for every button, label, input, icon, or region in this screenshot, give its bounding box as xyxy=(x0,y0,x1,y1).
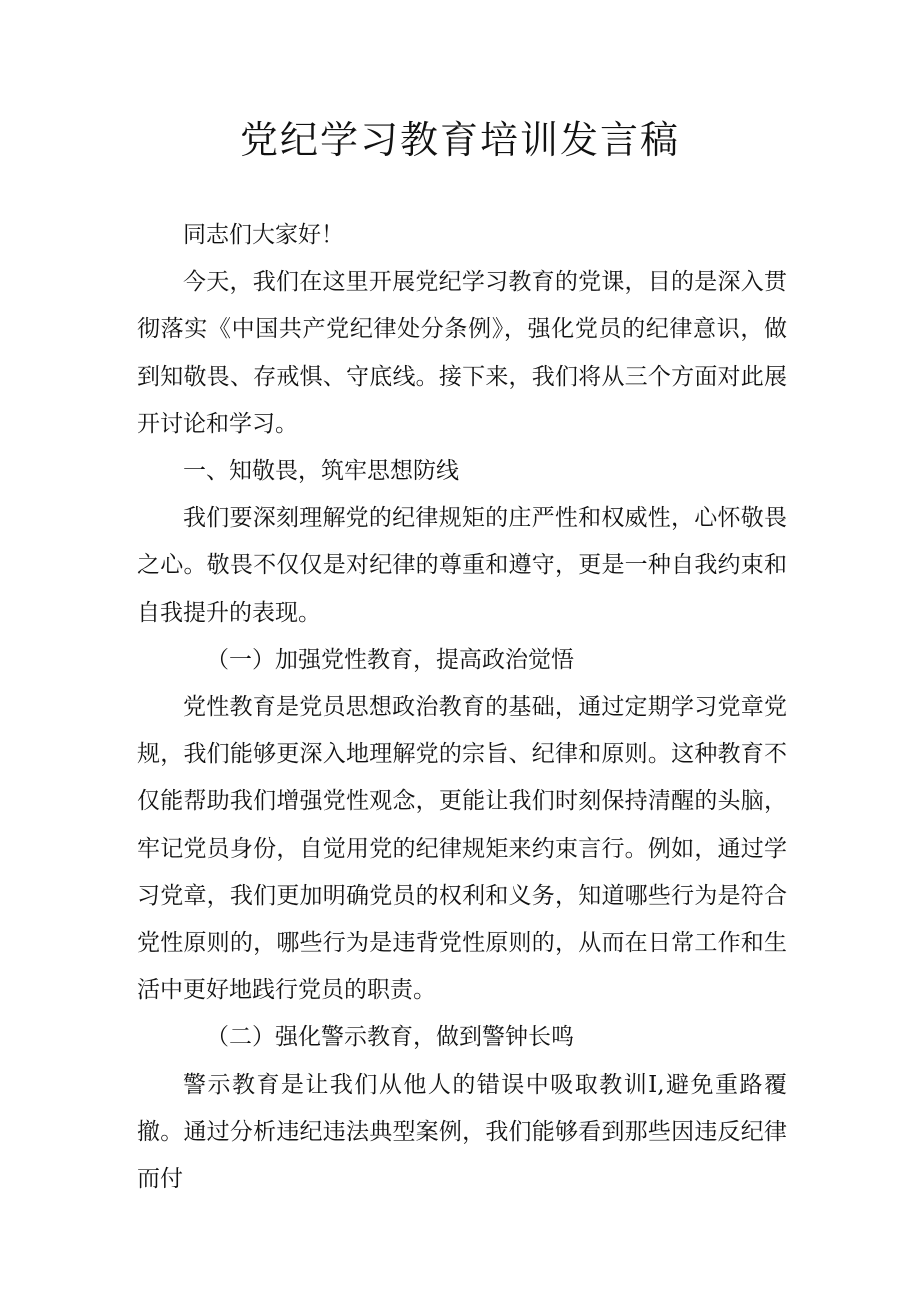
document-title: 党纪学习教育培训发言稿 xyxy=(239,118,680,162)
section-heading-1: 一、知敬畏，筑牢思想防线 xyxy=(183,458,459,485)
document-body xyxy=(137,212,787,1203)
greeting-paragraph: 同志们大家好！ xyxy=(183,222,344,248)
subsection-1-paragraph: 党性教育是党员思想政治教育的基础，通过定期学习党章党规，我们能够更深入地理解党的宗旨、纪律和原则。这种教育不仅能帮助我们增强党性观念，更能让我们时刻保持清醒的头脑，牢记党员身份，自觉用党的纪律规矩来约束言行。例如，通过学习党章，我们更加明确党员的权利和义务，知道哪些行为是符合党性原则的，哪些行为是违背党性原则的，从而在日常工作和生活中更好地践行党员的职责。 xyxy=(137,694,787,1004)
subsection-heading-1: （一）加强党性教育，提高政治觉悟 xyxy=(206,646,574,673)
intro-paragraph: 今天，我们在这里开展党纪学习教育的党课，目的是深入贯彻落实《中国共产党纪律处分条例》，强化党员的纪律意识，做到知敬畏、存戒惧、守底线。接下来，我们将从三个方面对此展开讨论和学习。 xyxy=(137,269,787,437)
subsection-2-paragraph: 警示教育是让我们从他人的错误中吸取教训I,避免重路覆撤。通过分析违纪违法典型案例，我们能够看到那些因违反纪律而付 xyxy=(137,1071,787,1193)
section-1-paragraph: 我们要深刻理解党的纪律规矩的庄严性和权威性，心怀敬畏之心。敬畏不仅仅是对纪律的尊重和遵守，更是一种自我约束和自我提升的表现。 xyxy=(137,505,787,626)
subsection-heading-2: （二）强化警示教育，做到警钟长鸣 xyxy=(206,1024,574,1051)
